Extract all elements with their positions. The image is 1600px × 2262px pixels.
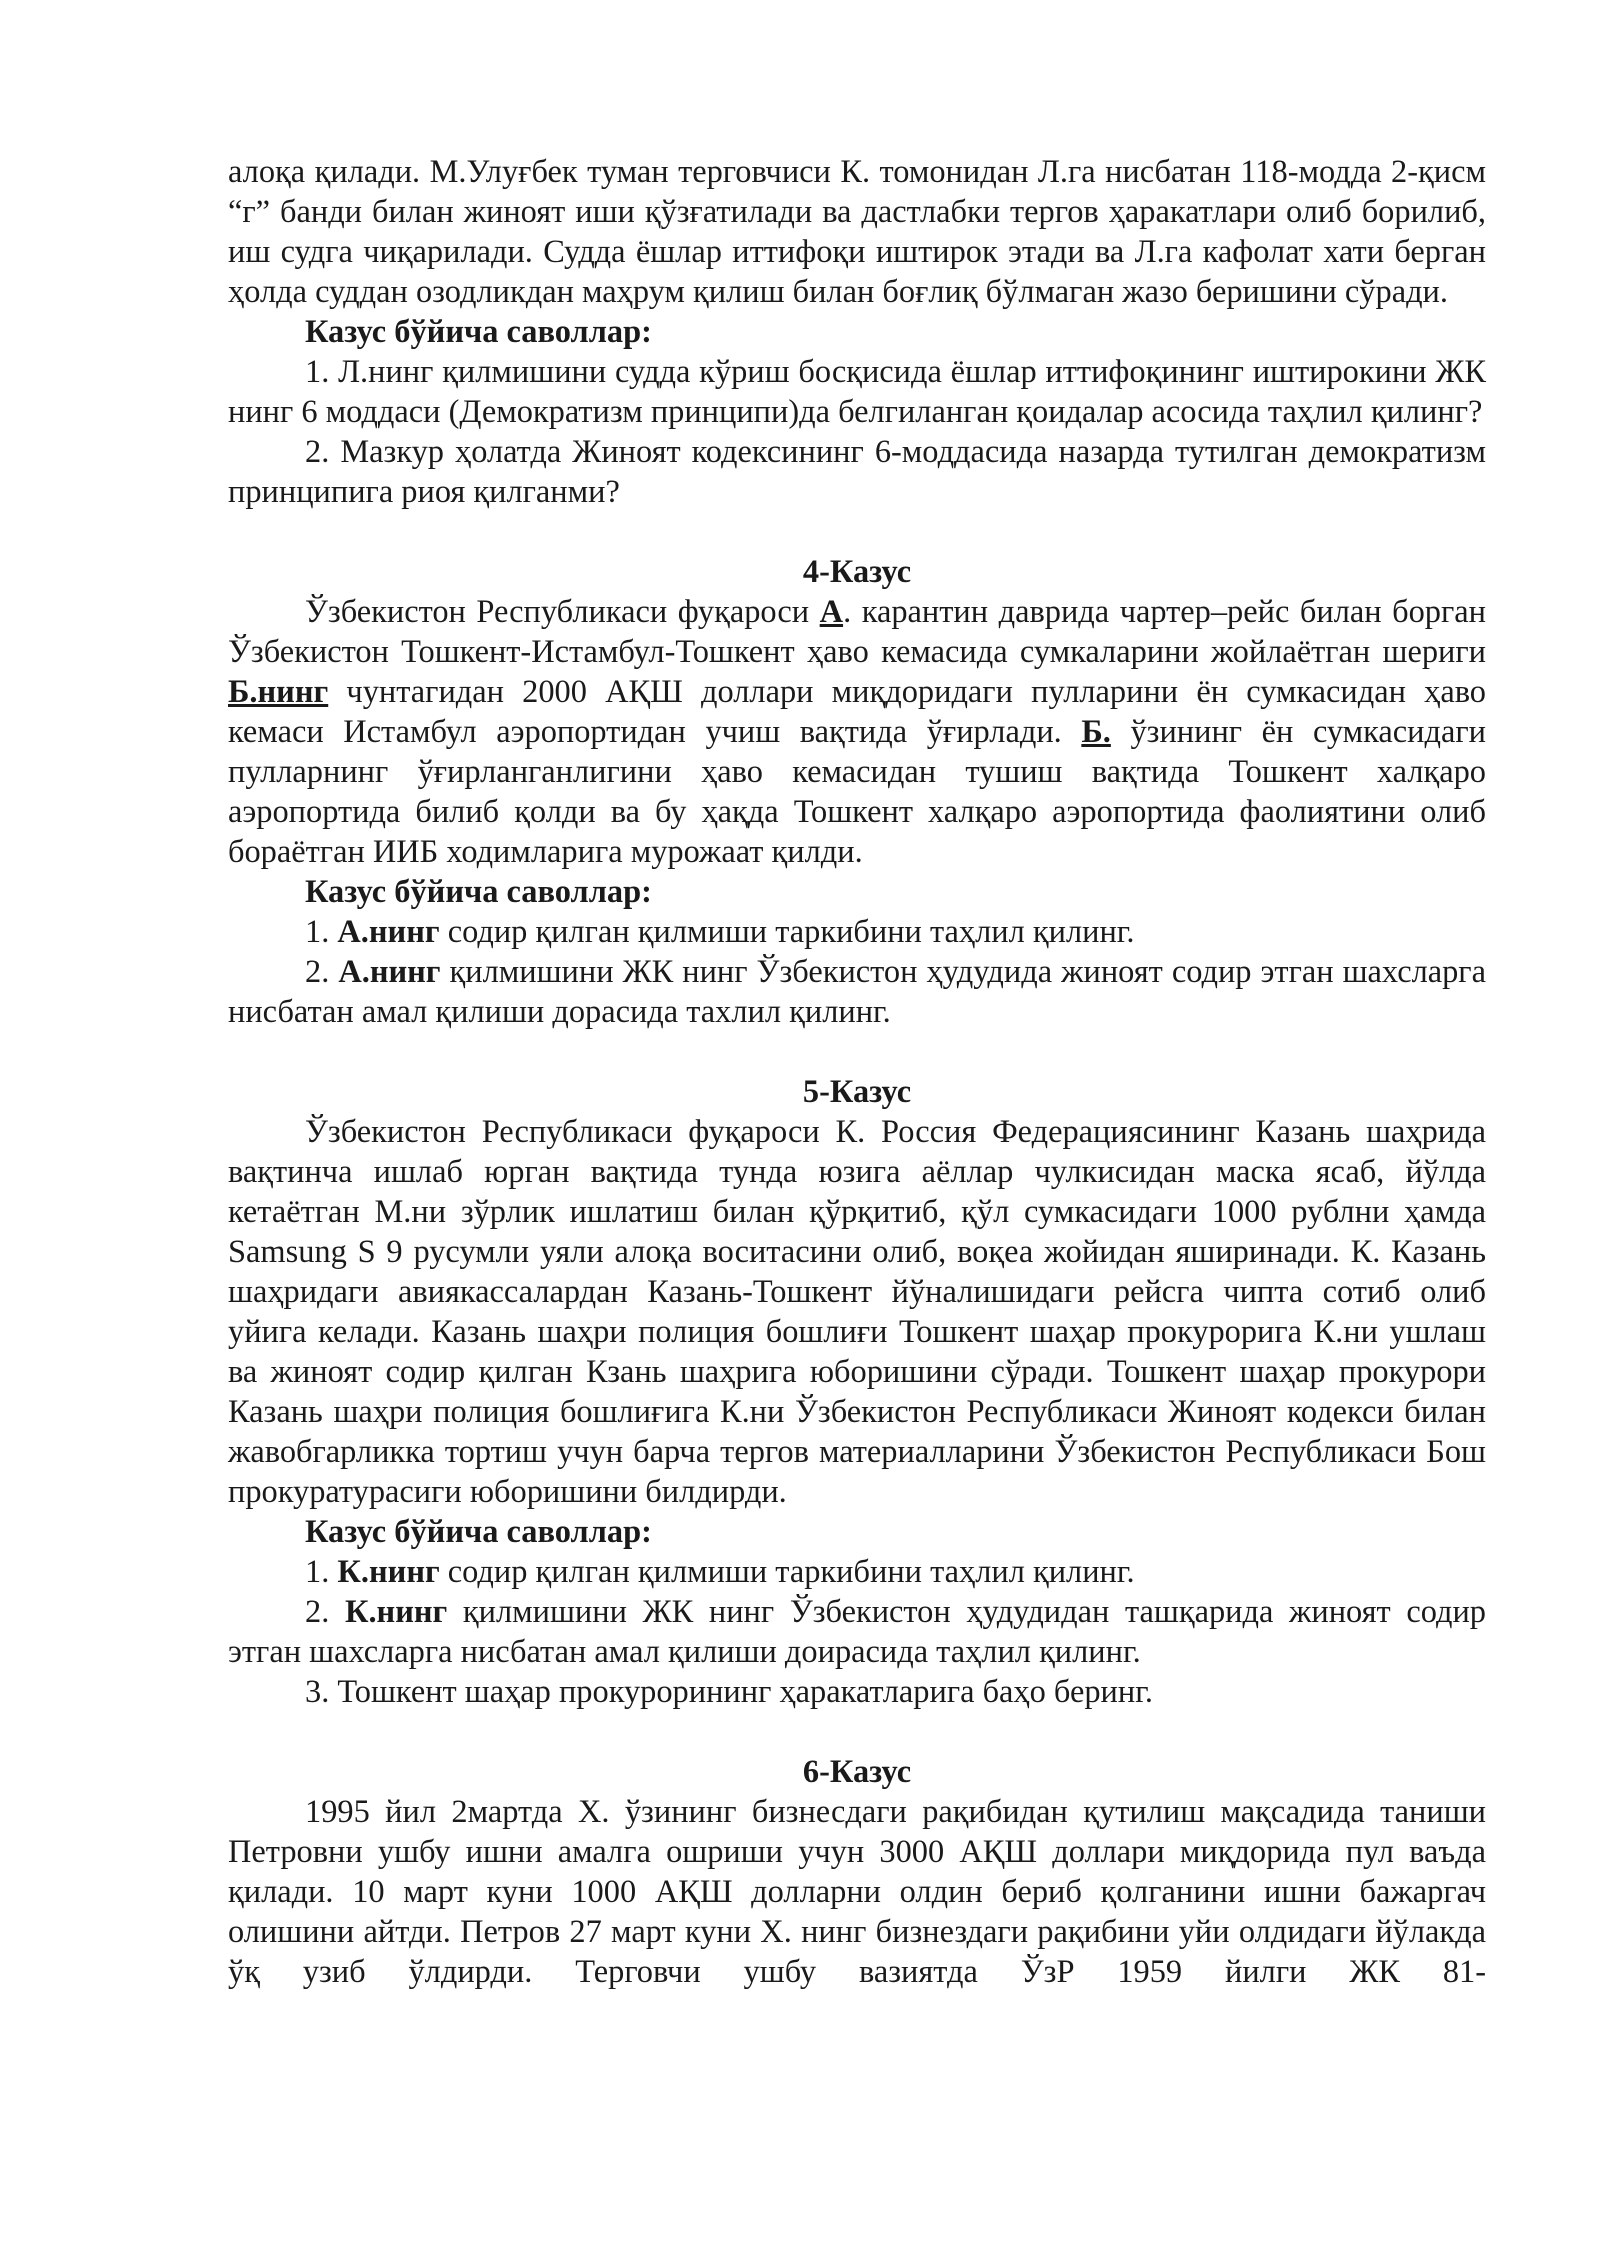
question-number: 2.: [305, 1594, 330, 1630]
question-number: 1.: [305, 354, 330, 390]
question-number: 2.: [305, 434, 330, 470]
intro-question-1: [228, 352, 1486, 432]
case-5-question-2: [228, 1592, 1486, 1672]
case-4-title: 4-Казус: [802, 554, 912, 590]
case-4-text-d: ўзининг ён сумкасидаги пулларнинг ўғирланганлигини ҳаво кемасидан тушиш вақтида Тошкент халқаро аэропортида билиб қолди ва бу ҳақда Тошкент халқаро аэропортида фаолиятини олиб бораётган ИИБ ходимларига мурожаат қилди.: [228, 714, 1486, 870]
intro-paragraph: алоқа қилади. М.Улуғбек туман терговчиси К. томонидан Л.га нисбатан 118-модда 2-қисм “г” банди билан жиноят иши қўзғатилади ва дастлабки тергов ҳаракатлари олиб борилиб, иш судга чиқарилади. Судда ёшлар иттифоқи иштирок этади ва Л.га кафолат хати берган ҳолда суддан озодликдан маҳрум қилиш билан боғлиқ бўлмаган жазо беришини сўради.: [228, 154, 1486, 310]
case-4-person-b: Б.нинг: [228, 674, 329, 710]
question-subject: К.нинг: [337, 1554, 440, 1590]
intro-question-2: [228, 432, 1486, 512]
case-5-question-3: [228, 1672, 1486, 1712]
case-4-question-2: [228, 952, 1486, 1032]
case-4-questions-heading: Казус бўйича саволлар:: [305, 874, 652, 910]
case-4-text-a: Ўзбекистон Республикаси фуқароси: [305, 594, 810, 630]
case-6-paragraph: 1995 йил 2мартда Х. ўзининг бизнесдаги рақибидан қутилиш мақсадида таниши Петровни ушбу ишни амалга ошриши учун 3000 АҚШ доллари миқдорида пул ваъда қилади. 10 март куни 1000 АҚШ долларни олдин бериб қолганини ишни бажаргач олишини айтди. Петров 27 март куни Х. нинг бизнездаги рақибини уйи олдидаги йўлакда ўқ узиб ўлдирди. Терговчи ушбу вазиятда ЎзР 1959 йилги ЖК 81-: [228, 1794, 1486, 1990]
case-5-title: 5-Казус: [802, 1074, 912, 1110]
case-5-question-1: [228, 1552, 1486, 1592]
question-text: Тошкент шаҳар прокурорининг ҳаракатларига баҳо беринг.: [337, 1674, 1153, 1710]
case-4-person-a: А: [819, 594, 844, 630]
question-text: Л.нинг қилмишини судда кўриш босқисида ёшлар иттифоқининг иштирокини ЖК нинг 6 моддаси (Демократизм принципи)да белгиланган қоидалар асосида таҳлил қилинг?: [228, 354, 1487, 430]
question-text: Мазкур ҳолатда Жиноят кодексининг 6-моддасида назарда тутилган демократизм принципига риоя қилганми?: [228, 434, 1486, 510]
case-4-text-c: чунтагидан 2000 АҚШ доллари миқдоридаги пулларини ён сумкасидан ҳаво кемаси Истамбул аэропортидан учиш вақтида ўғирлади.: [228, 674, 1486, 750]
question-subject: А.нинг: [338, 954, 441, 990]
question-text: содир қилган қилмиши таркибини таҳлил қилинг.: [447, 1554, 1135, 1590]
question-subject: К.нинг: [344, 1594, 448, 1630]
case-4-question-1: [228, 912, 1486, 952]
case-4-paragraph: [228, 592, 1486, 872]
case-5-questions-heading: Казус бўйича саволлар:: [305, 1514, 652, 1550]
question-subject: А.нинг: [337, 914, 440, 950]
document-page: [228, 152, 1486, 1992]
question-text: қилмишини ЖК нинг Ўзбекистон ҳудудида жиноят содир этган шахсларга нисбатан амал қилиши дорасида тахлил қилинг.: [228, 954, 1486, 1030]
case-6-title: 6-Казус: [802, 1754, 912, 1790]
question-number: 2.: [305, 954, 330, 990]
question-number: 1.: [305, 1554, 330, 1590]
case-4-person-b-2: Б.: [1081, 714, 1111, 750]
intro-questions-heading: Казус бўйича саволлар:: [305, 314, 652, 350]
case-5-paragraph: Ўзбекистон Республикаси фуқароси К. Россия Федерациясининг Казань шаҳрида вақтинча ишлаб юрган вақтида тунда юзига аёллар чулкисидан маска ясаб, йўлда кетаётган М.ни зўрлик ишлатиш билан қўрқитиб, қўл сумкасидаги 1000 рублни ҳамда Samsung S 9 русумли уяли алоқа воситасини олиб, воқеа жойидан яширинади. К. Казань шаҳридаги авиякассалардан Казань-Тошкент йўналишидаги рейсга чипта сотиб олиб уйига келади. Казань шаҳри полиция бошлиғи Тошкент шаҳар прокурорига К.ни ушлаш ва жиноят содир қилган Кзань шаҳрига юборишини сўради. Тошкент шаҳар прокурори Казань шаҳри полиция бошлиғига К.ни Ўзбекистон Республикаси Жиноят кодекси билан жавобгарликка тортиш учун барча тергов материалларини Ўзбекистон Республикаси Бош прокуратурасиги юборишини билдирди.: [228, 1114, 1486, 1510]
question-number: 3.: [305, 1674, 330, 1710]
question-text: қилмишини ЖК нинг Ўзбекистон ҳудудидан ташқарида жиноят содир этган шахсларга нисбатан амал қилиши доирасида таҳлил қилинг.: [228, 1594, 1486, 1670]
question-number: 1.: [305, 914, 330, 950]
question-text: содир қилган қилмиши таркибини таҳлил қилинг.: [447, 914, 1135, 950]
case-4-text-b: . карантин даврида чартер–рейс билан борган Ўзбекистон Тошкент-Истамбул-Тошкент ҳаво кемасида сумкаларини жойлаётган шериги: [228, 594, 1486, 670]
